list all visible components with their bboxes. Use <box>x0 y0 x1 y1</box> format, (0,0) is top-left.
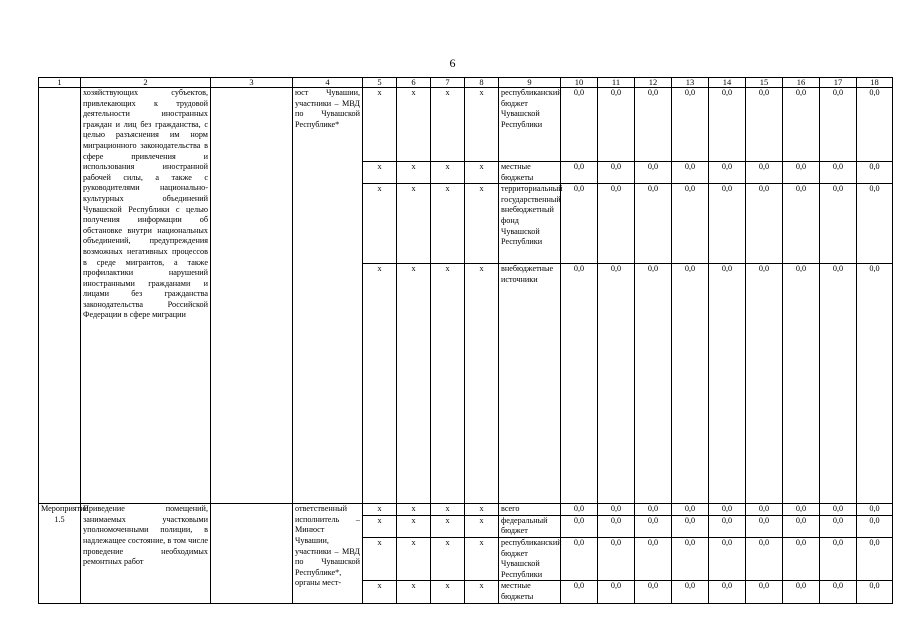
amount-cell: 0,0 <box>783 264 820 504</box>
amount-cell: 0,0 <box>598 264 635 504</box>
amount-cell: 0,0 <box>746 264 783 504</box>
funding-source-cell: внебюджетные источники <box>499 264 561 504</box>
amount-cell: 0,0 <box>746 184 783 264</box>
amount-cell: 0,0 <box>598 537 635 580</box>
amount-cell: 0,0 <box>783 88 820 162</box>
code-cell: x <box>465 162 499 184</box>
amount-cell: 0,0 <box>635 537 672 580</box>
amount-cell: 0,0 <box>820 581 857 603</box>
amount-cell: 0,0 <box>820 537 857 580</box>
amount-cell: 0,0 <box>598 88 635 162</box>
amount-cell: 0,0 <box>561 162 598 184</box>
code-cell: x <box>363 162 397 184</box>
amount-cell: 0,0 <box>709 162 746 184</box>
amount-cell: 0,0 <box>561 581 598 603</box>
responsible-cell: юст Чувашии, участники – МВД по Чувашской Республике* <box>293 88 363 504</box>
amount-cell: 0,0 <box>635 88 672 162</box>
code-cell: x <box>431 504 465 516</box>
funding-source-cell: федеральный бюджет <box>499 515 561 537</box>
amount-cell: 0,0 <box>598 515 635 537</box>
amount-cell: 0,0 <box>820 184 857 264</box>
amount-cell: 0,0 <box>783 504 820 516</box>
amount-cell: 0,0 <box>561 515 598 537</box>
amount-cell: 0,0 <box>598 504 635 516</box>
code-cell: x <box>363 88 397 162</box>
amount-cell: 0,0 <box>672 515 709 537</box>
code-cell: x <box>397 537 431 580</box>
amount-cell: 0,0 <box>598 581 635 603</box>
funding-source-cell: территориальный государственный внебюджетный фонд Чувашской Республики <box>499 184 561 264</box>
amount-cell: 0,0 <box>672 88 709 162</box>
amount-cell: 0,0 <box>598 162 635 184</box>
code-cell: x <box>465 88 499 162</box>
event-number-cell <box>39 88 81 504</box>
funding-source-cell: местные бюджеты <box>499 162 561 184</box>
event-description-cell: хозяйствующих субъектов, привлекающих к трудовой деятельности иностранных граждан и лиц без гражданства, с целью разъяснения им норм миграционного законодательства в сфере привлечения и использования иностранной рабочей силы, а также с руководителями национально-культурных объединений Чувашской Республики с целью получения информации об обстановке внутри национальных объединений, предупреждения возможных негативных процессов в среде мигрантов, а также профилактики нарушений иностранными гражданами и лицами без гражданства законодательства Российской Федерации в сфере миграции <box>81 88 211 504</box>
amount-cell: 0,0 <box>857 264 893 504</box>
code-cell: x <box>397 184 431 264</box>
code-cell: x <box>397 504 431 516</box>
amount-cell: 0,0 <box>635 515 672 537</box>
amount-cell: 0,0 <box>561 184 598 264</box>
column-header-12: 12 <box>635 78 672 88</box>
amount-cell: 0,0 <box>635 264 672 504</box>
amount-cell: 0,0 <box>635 162 672 184</box>
amount-cell: 0,0 <box>709 264 746 504</box>
code-cell: x <box>431 537 465 580</box>
funding-source-cell: республиканский бюджет Чувашской Республики <box>499 88 561 162</box>
code-cell: x <box>431 162 465 184</box>
amount-cell: 0,0 <box>783 581 820 603</box>
goal-cell <box>211 88 293 504</box>
column-header-18: 18 <box>857 78 893 88</box>
amount-cell: 0,0 <box>783 537 820 580</box>
event-number-cell: Мероприятие 1.5 <box>39 504 81 603</box>
amount-cell: 0,0 <box>561 537 598 580</box>
code-cell: x <box>363 537 397 580</box>
table-row <box>39 88 893 162</box>
amount-cell: 0,0 <box>857 504 893 516</box>
amount-cell: 0,0 <box>857 162 893 184</box>
table-row <box>39 504 893 516</box>
code-cell: x <box>363 184 397 264</box>
code-cell: x <box>397 264 431 504</box>
responsible-cell: ответственный исполнитель – Минюст Чувашии, участники – МВД по Чувашской Республике*, органы мест- <box>293 504 363 603</box>
amount-cell: 0,0 <box>820 264 857 504</box>
code-cell: x <box>397 515 431 537</box>
column-header-3: 3 <box>211 78 293 88</box>
amount-cell: 0,0 <box>857 515 893 537</box>
column-header-8: 8 <box>465 78 499 88</box>
code-cell: x <box>465 184 499 264</box>
code-cell: x <box>397 162 431 184</box>
funding-source-cell: республиканский бюджет Чувашской Республики <box>499 537 561 580</box>
amount-cell: 0,0 <box>672 162 709 184</box>
code-cell: x <box>431 88 465 162</box>
amount-cell: 0,0 <box>561 504 598 516</box>
page-number: 6 <box>449 56 456 70</box>
column-header-6: 6 <box>397 78 431 88</box>
amount-cell: 0,0 <box>561 88 598 162</box>
code-cell: x <box>465 581 499 603</box>
code-cell: x <box>363 264 397 504</box>
financing-table <box>38 77 893 604</box>
amount-cell: 0,0 <box>709 537 746 580</box>
column-header-17: 17 <box>820 78 857 88</box>
amount-cell: 0,0 <box>709 504 746 516</box>
amount-cell: 0,0 <box>672 184 709 264</box>
amount-cell: 0,0 <box>820 504 857 516</box>
code-cell: x <box>465 264 499 504</box>
amount-cell: 0,0 <box>672 264 709 504</box>
amount-cell: 0,0 <box>783 515 820 537</box>
column-header-13: 13 <box>672 78 709 88</box>
amount-cell: 0,0 <box>598 184 635 264</box>
amount-cell: 0,0 <box>746 515 783 537</box>
amount-cell: 0,0 <box>635 184 672 264</box>
column-header-5: 5 <box>363 78 397 88</box>
code-cell: x <box>397 581 431 603</box>
column-header-11: 11 <box>598 78 635 88</box>
amount-cell: 0,0 <box>709 184 746 264</box>
amount-cell: 0,0 <box>746 504 783 516</box>
event-description-cell: Приведение помещений, занимаемых участковыми уполномоченными полиции, в надлежащее состояние, в том числе проведение необходимых ремонтных работ <box>81 504 211 603</box>
amount-cell: 0,0 <box>857 88 893 162</box>
code-cell: x <box>431 515 465 537</box>
amount-cell: 0,0 <box>672 504 709 516</box>
column-header-2: 2 <box>81 78 211 88</box>
amount-cell: 0,0 <box>857 537 893 580</box>
amount-cell: 0,0 <box>857 184 893 264</box>
amount-cell: 0,0 <box>746 581 783 603</box>
column-header-9: 9 <box>499 78 561 88</box>
amount-cell: 0,0 <box>783 162 820 184</box>
column-header-14: 14 <box>709 78 746 88</box>
amount-cell: 0,0 <box>672 537 709 580</box>
header-row <box>39 78 893 88</box>
amount-cell: 0,0 <box>709 88 746 162</box>
code-cell: x <box>431 581 465 603</box>
code-cell: x <box>465 504 499 516</box>
amount-cell: 0,0 <box>635 504 672 516</box>
amount-cell: 0,0 <box>746 537 783 580</box>
column-header-4: 4 <box>293 78 363 88</box>
goal-cell <box>211 504 293 603</box>
amount-cell: 0,0 <box>561 264 598 504</box>
amount-cell: 0,0 <box>783 184 820 264</box>
funding-source-cell: всего <box>499 504 561 516</box>
amount-cell: 0,0 <box>672 581 709 603</box>
amount-cell: 0,0 <box>709 581 746 603</box>
column-header-10: 10 <box>561 78 598 88</box>
code-cell: x <box>363 515 397 537</box>
amount-cell: 0,0 <box>635 581 672 603</box>
code-cell: x <box>431 264 465 504</box>
code-cell: x <box>431 184 465 264</box>
code-cell: x <box>465 537 499 580</box>
column-header-15: 15 <box>746 78 783 88</box>
column-header-7: 7 <box>431 78 465 88</box>
code-cell: x <box>397 88 431 162</box>
code-cell: x <box>363 581 397 603</box>
column-header-16: 16 <box>783 78 820 88</box>
amount-cell: 0,0 <box>820 515 857 537</box>
column-header-1: 1 <box>39 78 81 88</box>
amount-cell: 0,0 <box>746 88 783 162</box>
amount-cell: 0,0 <box>820 88 857 162</box>
code-cell: x <box>465 515 499 537</box>
amount-cell: 0,0 <box>857 581 893 603</box>
amount-cell: 0,0 <box>709 515 746 537</box>
code-cell: x <box>363 504 397 516</box>
amount-cell: 0,0 <box>820 162 857 184</box>
funding-source-cell: местные бюджеты <box>499 581 561 603</box>
amount-cell: 0,0 <box>746 162 783 184</box>
